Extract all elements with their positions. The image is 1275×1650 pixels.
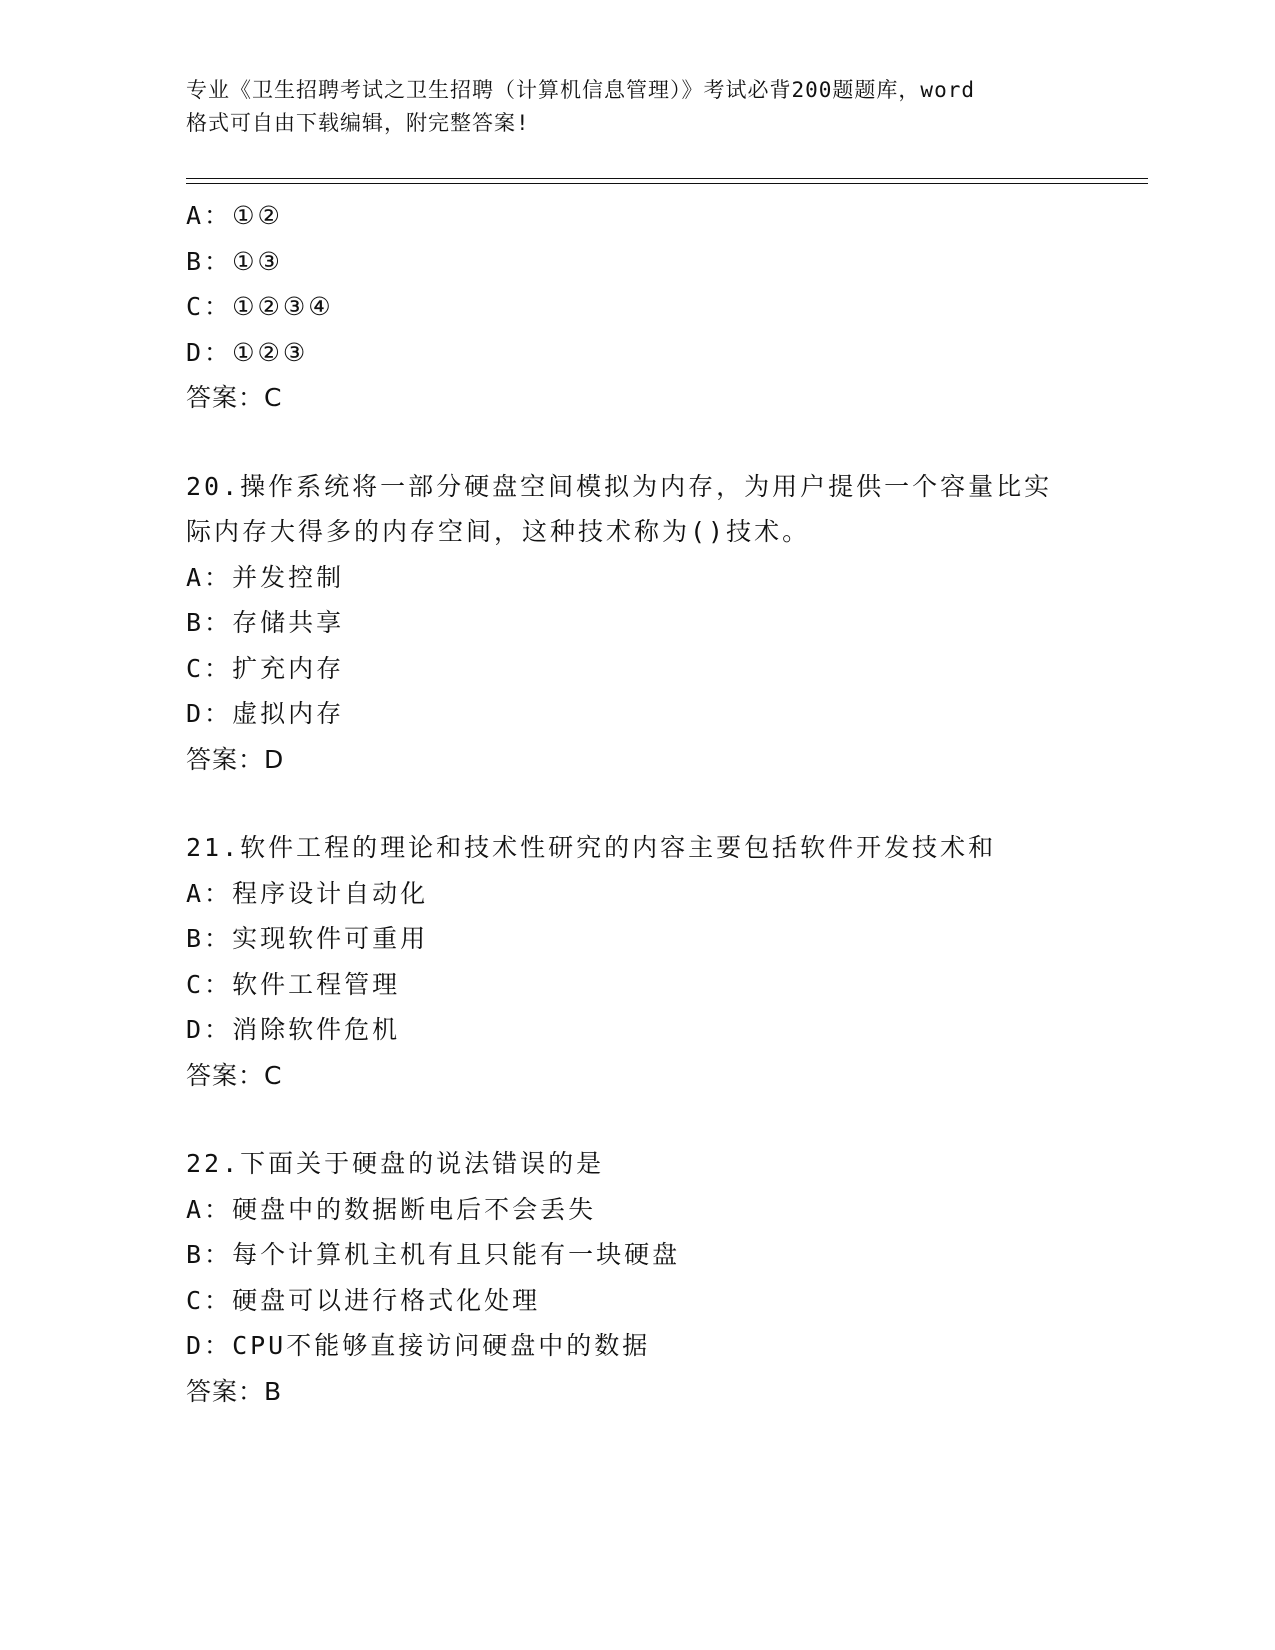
option-d: D：CPU不能够直接访问硬盘中的数据 <box>186 1331 651 1360</box>
option-a: A：程序设计自动化 <box>186 878 429 908</box>
header-line-2: 格式可自由下载编辑，附完整答案! <box>186 111 530 135</box>
header-divider-bottom <box>186 183 1148 184</box>
option-b: B：①③ <box>186 246 283 276</box>
document-body <box>186 193 1086 1414</box>
question-block-20 <box>186 464 1086 783</box>
answer-line: 答案：B <box>186 1376 283 1406</box>
option-b: B：实现软件可重用 <box>186 924 429 953</box>
header-line-1: 专业《卫生招聘考试之卫生招聘（计算机信息管理）》考试必背200题题库，word <box>186 78 975 102</box>
option-d: D：虚拟内存 <box>186 699 345 728</box>
option-c: C：扩充内存 <box>186 653 345 683</box>
option-c: C：硬盘可以进行格式化处理 <box>186 1285 541 1315</box>
question-stem: 22.下面关于硬盘的说法错误的是 <box>186 1149 605 1178</box>
question-stem: 21.软件工程的理论和技术性研究的内容主要包括软件开发技术和 <box>186 833 997 862</box>
option-a: A：硬盘中的数据断电后不会丢失 <box>186 1194 597 1224</box>
question-block-22 <box>186 1141 1086 1414</box>
option-b: B：存储共享 <box>186 608 345 637</box>
option-d: D：消除软件危机 <box>186 1015 401 1044</box>
answer-line: 答案：C <box>186 383 283 412</box>
option-d: D：①②③ <box>186 337 309 367</box>
answer-line: 答案：D <box>186 744 285 774</box>
question-block-21 <box>186 825 1086 1098</box>
option-b: B：每个计算机主机有且只能有一块硬盘 <box>186 1240 681 1269</box>
question-stem: 20.操作系统将一部分硬盘空间模拟为内存，为用户提供一个容量比实 <box>186 471 1053 501</box>
document-header <box>186 74 1086 140</box>
question-block-prev <box>186 193 1086 421</box>
option-a: A：①② <box>186 201 283 230</box>
answer-line: 答案：C <box>186 1060 283 1090</box>
option-c: C：软件工程管理 <box>186 969 401 999</box>
header-divider-top <box>186 178 1148 179</box>
option-a: A：并发控制 <box>186 562 345 592</box>
question-stem-continued: 际内存大得多的内存空间，这种技术称为()技术。 <box>186 517 811 546</box>
option-c: C：①②③④ <box>186 292 334 321</box>
